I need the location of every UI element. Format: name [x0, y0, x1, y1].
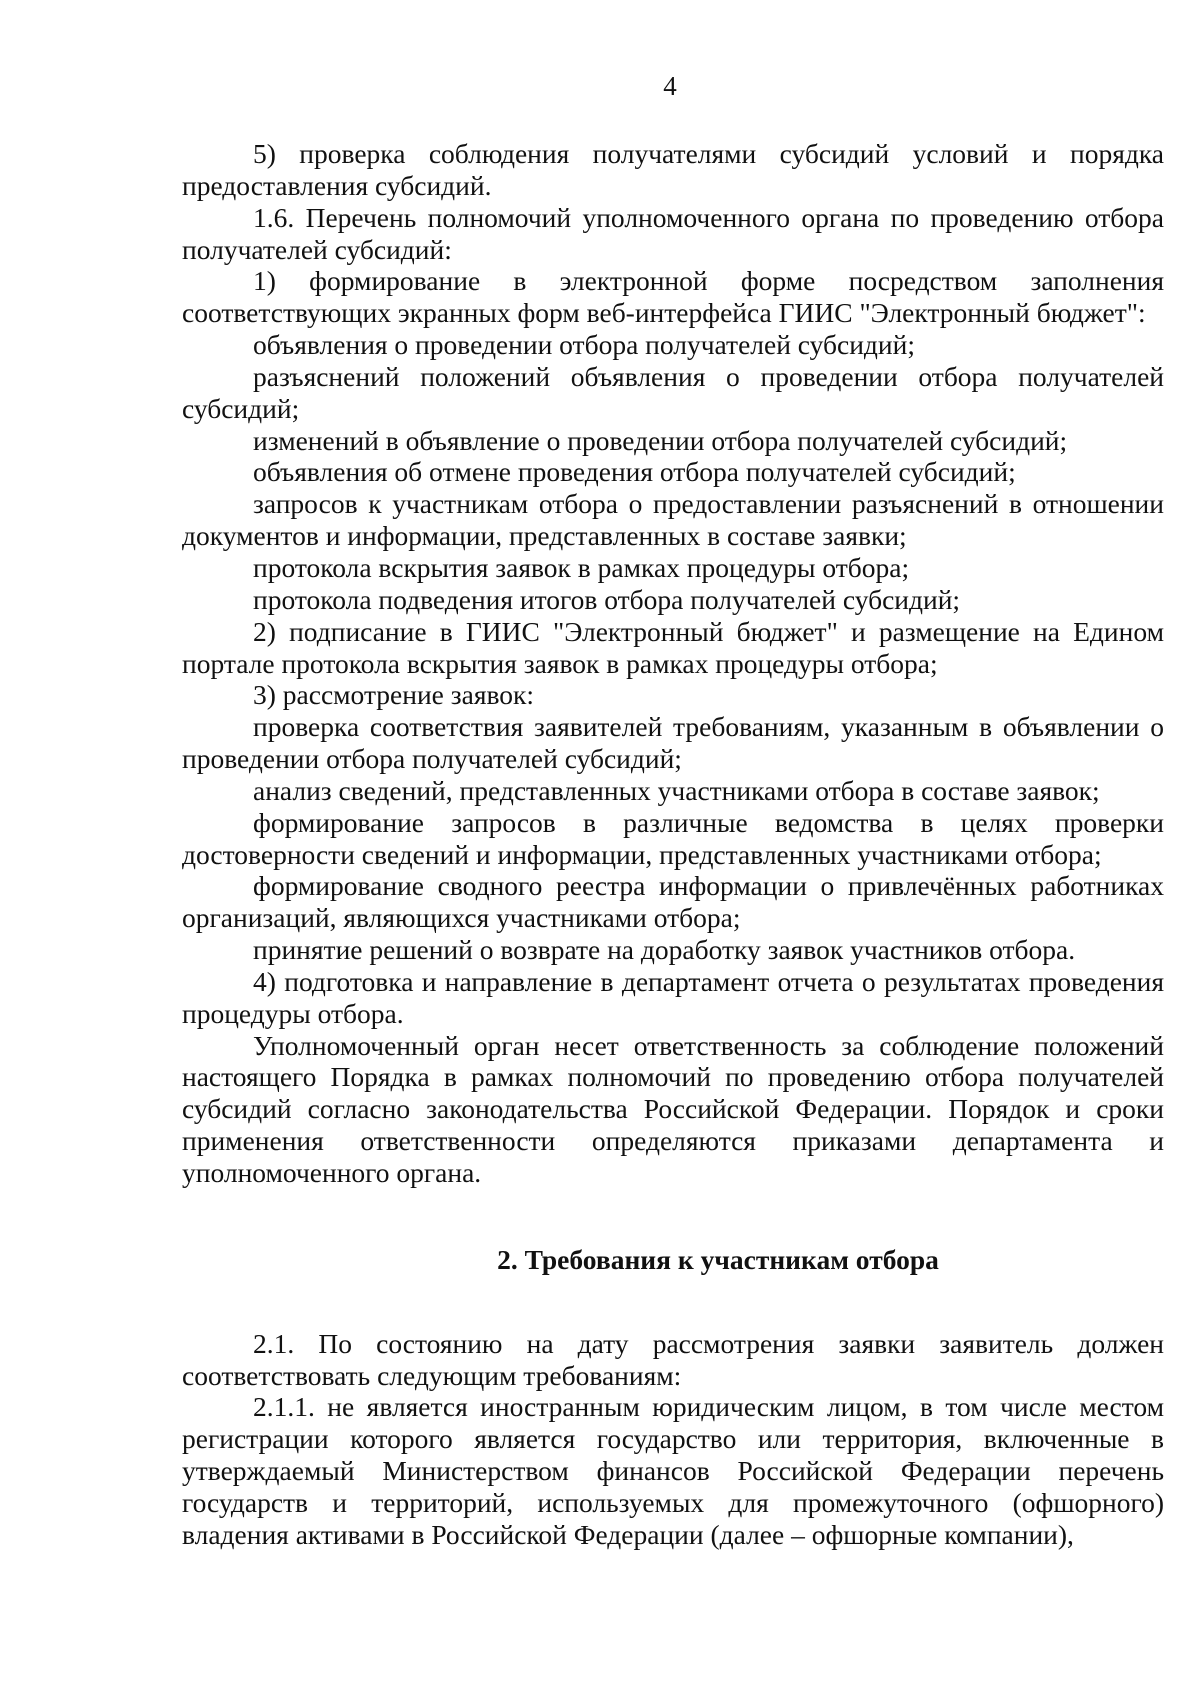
paragraph: Уполномоченный орган несет ответственность за соблюдение положений настоящего Порядка в рамках полномочий по проведению отбора получателей субсидий согласно законодательства Российской Федерации. Порядок и сроки применения ответственности определяются приказами департамента и уполномоченного органа. — [182, 1029, 1164, 1188]
paragraph: 2.1. По состоянию на дату рассмотрения заявки заявитель должен соответствовать следующим требованиям: — [182, 1327, 1164, 1391]
paragraph: 1.6. Перечень полномочий уполномоченного органа по проведению отбора получателей субсидий: — [182, 201, 1164, 265]
paragraph: объявления о проведении отбора получателей субсидий; — [253, 329, 916, 361]
paragraph: принятие решений о возврате на доработку заявок участников отбора. — [253, 934, 1076, 966]
paragraph: протокола подведения итогов отбора получателей субсидий; — [253, 583, 961, 615]
paragraph: объявления об отмене проведения отбора получателей субсидий; — [253, 456, 1016, 488]
paragraph: 4) подготовка и направление в департамент отчета о результатах проведения процедуры отбора. — [182, 965, 1164, 1029]
paragraph: запросов к участникам отбора о предоставлении разъяснений в отношении документов и информации, представленных в составе заявки; — [182, 488, 1164, 552]
paragraph: протокола вскрытия заявок в рамках процедуры отбора; — [253, 551, 910, 583]
section-heading: 2. Требования к участникам отбора — [497, 1243, 939, 1275]
paragraph: анализ сведений, представленных участниками отбора в составе заявок; — [253, 774, 1100, 806]
paragraph: 3) рассмотрение заявок: — [253, 679, 535, 711]
spacer — [182, 1189, 1164, 1244]
paragraph: 5) проверка соблюдения получателями субсидий условий и порядка предоставления субсидий. — [182, 138, 1164, 201]
spacer — [182, 1276, 1164, 1328]
paragraph: формирование запросов в различные ведомства в целях проверки достоверности сведений и информации, представленных участниками отбора; — [182, 806, 1164, 870]
paragraph: формирование сводного реестра информации о привлечённых работниках организаций, являющихся участниками отбора; — [182, 870, 1164, 934]
document-body — [182, 138, 1164, 1551]
page-number: 4 — [663, 71, 677, 101]
paragraph: изменений в объявление о проведении отбора получателей субсидий; — [253, 424, 1068, 456]
paragraph: разъяснений положений объявления о проведении отбора получателей субсидий; — [182, 360, 1164, 424]
paragraph: 2) подписание в ГИИС "Электронный бюджет" и размещение на Едином портале протокола вскрытия заявок в рамках процедуры отбора; — [182, 615, 1164, 679]
paragraph: проверка соответствия заявителей требованиям, указанным в объявлении о проведении отбора получателей субсидий; — [182, 711, 1164, 775]
paragraph: 2.1.1. не является иностранным юридическим лицом, в том числе местом регистрации которого является государство или территория, включенные в утверждаемый Министерством финансов Российской Федерации перечень государств и территорий, используемых для промежуточного (офшорного) владения активами в Российской Федерации (далее – офшорные компании), — [182, 1391, 1164, 1550]
paragraph: 1) формирование в электронной форме посредством заполнения соответствующих экранных форм веб-интерфейса ГИИС "Электронный бюджет": — [182, 265, 1164, 329]
